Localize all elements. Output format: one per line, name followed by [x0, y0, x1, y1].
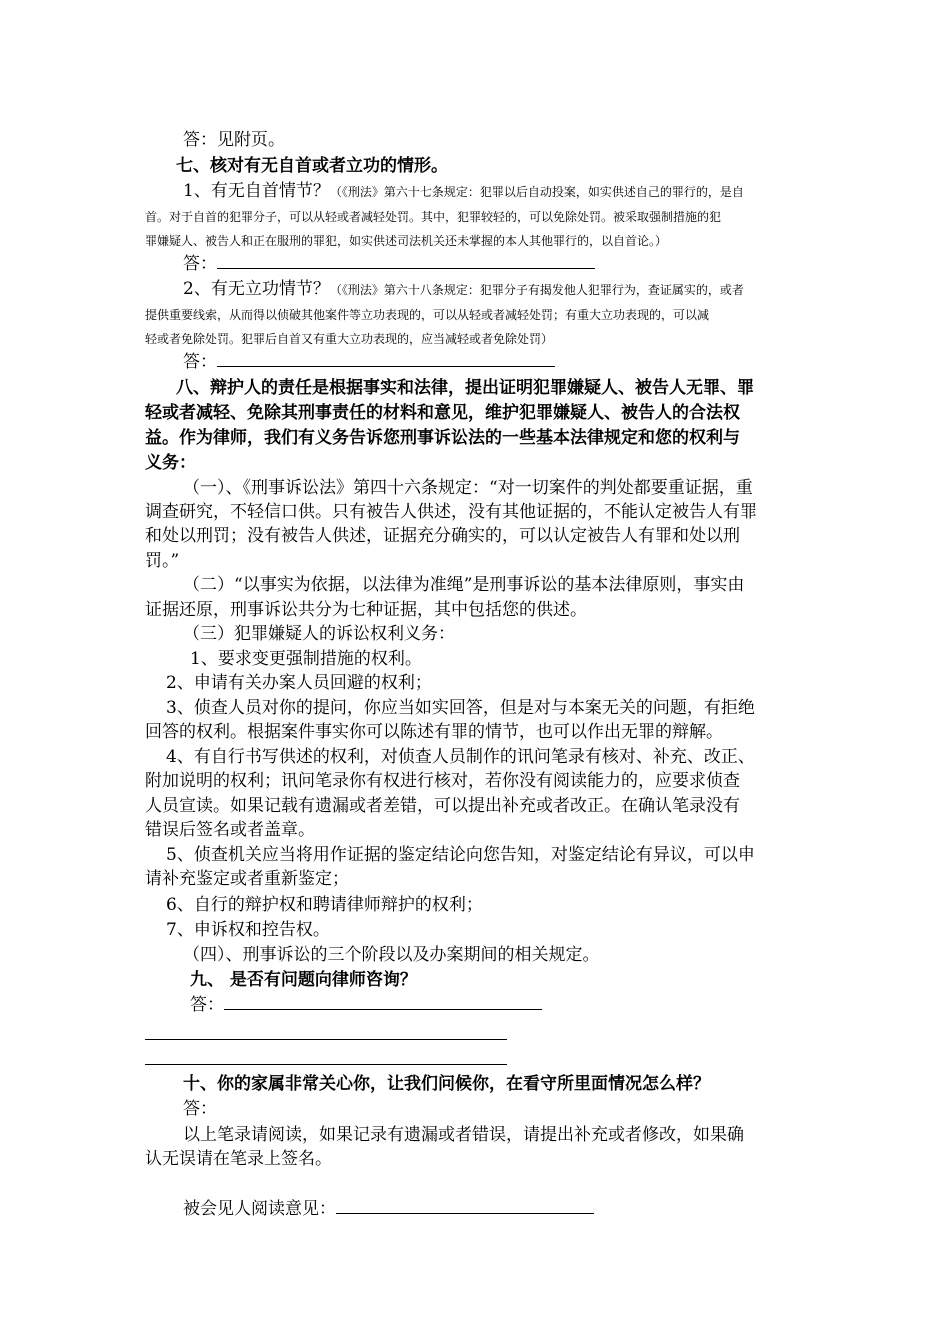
para-1-line-1: （一）、《刑事诉讼法》第四十六条规定：“对一切案件的判处都要重证据，重 [183, 478, 753, 498]
q1-note-1: （《刑法》第六十七条规定：犯罪以后自动投案，如实供述自己的罪行的，是自 [329, 185, 744, 199]
q2-note-2: 提供重要线索，从而得以侦破其他案件等立功表现的，可以从轻或者减轻处罚；有重大立功表现的，可以减 [145, 308, 710, 322]
para-1-line-2: 调查研究，不轻信口供。只有被告人供述，没有其他证据的，不能认定被告人有罪 [145, 502, 757, 522]
answer-rule-1[interactable] [145, 1039, 507, 1040]
right-6: 6、自行的辩护权和聘请律师辩护的权利； [166, 895, 483, 915]
q2-note-3: 轻或者免除处罚。犯罪后自首又有重大立功表现的，应当减轻或者免除处罚） [145, 332, 554, 346]
closing-line-2: 认无误请在笔录上签名。 [145, 1149, 332, 1169]
section-8-line-3: 益。作为律师，我们有义务告诉您刑事诉讼法的一些基本法律规定和您的权利与 [145, 428, 740, 448]
para-3: （三）犯罪嫌疑人的诉讼权利义务： [183, 624, 455, 644]
q1-note-3: 罪嫌疑人、被告人和正在服刑的罪犯，如实供述司法机关还未掌握的本人其他罪行的，以自首论。） [145, 234, 668, 248]
q2-answer-blank[interactable] [217, 350, 555, 367]
section-7-title: 七、核对有无自首或者立功的情形。 [176, 156, 448, 176]
section-8-line-2: 轻或者减轻、免除其刑事责任的材料和意见，维护犯罪嫌疑人、被告人的合法权 [145, 403, 740, 423]
q9-answer-label: 答： [190, 995, 224, 1015]
answer-rule-2[interactable] [145, 1064, 507, 1065]
right-5-line-1: 5、侦查机关应当将用作证据的鉴定结论向您告知，对鉴定结论有异议，可以申 [166, 845, 755, 865]
q10-answer-label: 答： [183, 1099, 217, 1119]
reader-opinion-label: 被会见人阅读意见： [183, 1199, 336, 1219]
right-2: 2、申请有关办案人员回避的权利； [166, 673, 432, 693]
q1-answer-label: 答： [183, 254, 217, 274]
para-4: （四）、刑事诉讼的三个阶段以及办案期间的相关规定。 [183, 945, 600, 965]
right-5-line-2: 请补充鉴定或者重新鉴定； [145, 869, 349, 889]
q9-answer-line [190, 993, 858, 1017]
right-7: 7、申诉权和控告权。 [166, 920, 330, 940]
q9-answer-blank[interactable] [224, 993, 542, 1010]
q2-note-1: （《刑法》第六十八条规定：犯罪分子有揭发他人犯罪行为，查证属实的，或者 [329, 283, 744, 297]
closing-line-1: 以上笔录请阅读，如果记录有遗漏或者错误，请提出补充或者修改，如果确 [183, 1125, 744, 1145]
para-1-line-4: 罚。” [145, 551, 180, 571]
right-4-line-4: 错误后签名或者盖章。 [145, 820, 315, 840]
q1-note-2: 首。对于自首的犯罪分子，可以从轻或者减轻处罚。其中，犯罪较轻的，可以免除处罚。被采取强制措施的犯 [145, 210, 722, 224]
q1-label: 1、有无自首情节？ [183, 181, 330, 201]
q1-line [183, 179, 851, 204]
section-9-title: 九、 是否有问题向律师咨询？ [190, 970, 417, 990]
para-2-line-2: 证据还原，刑事诉讼共分为七种证据，其中包括您的供述。 [145, 600, 587, 620]
section-8-line-4: 义务： [145, 453, 196, 473]
right-4-line-1: 4、有自行书写供述的权利，对侦查人员制作的讯问笔录有核对、补充、改正、 [166, 747, 755, 767]
right-1: 1、要求变更强制措施的权利。 [190, 649, 422, 669]
para-2-line-1: （二）“以事实为依据，以法律为准绳”是刑事诉讼的基本法律原则，事实由 [183, 575, 745, 595]
section-10-title: 十、你的家属非常关心你，让我们问候你，在看守所里面情况怎么样？ [183, 1074, 710, 1094]
right-3-line-2: 回答的权利。根据案件事实你可以陈述有罪的情节，也可以作出无罪的辩解。 [145, 722, 723, 742]
q2-line [183, 277, 851, 302]
right-4-line-2: 附加说明的权利；讯问笔录你有权进行核对，若你没有阅读能力的，应要求侦查 [145, 771, 740, 791]
right-3-line-1: 3、侦查人员对你的提问，你应当如实回答，但是对与本案无关的问题，有拒绝 [166, 698, 755, 718]
q2-answer-line [183, 350, 851, 374]
reader-opinion-line [183, 1197, 851, 1221]
answer-appendix: 答：见附页。 [183, 130, 285, 150]
q2-answer-label: 答： [183, 352, 217, 372]
q1-answer-line [183, 252, 851, 276]
q2-label: 2、有无立功情节？ [183, 279, 330, 299]
q1-answer-blank[interactable] [217, 252, 595, 269]
para-1-line-3: 和处以刑罚；没有被告人供述，证据充分确实的，可以认定被告人有罪和处以刑 [145, 526, 740, 546]
section-8-line-1: 八、辩护人的责任是根据事实和法律，提出证明犯罪嫌疑人、被告人无罪、罪 [176, 378, 754, 398]
reader-opinion-blank[interactable] [336, 1197, 594, 1214]
right-4-line-3: 人员宣读。如果记载有遗漏或者差错，可以提出补充或者改正。在确认笔录没有 [145, 796, 740, 816]
